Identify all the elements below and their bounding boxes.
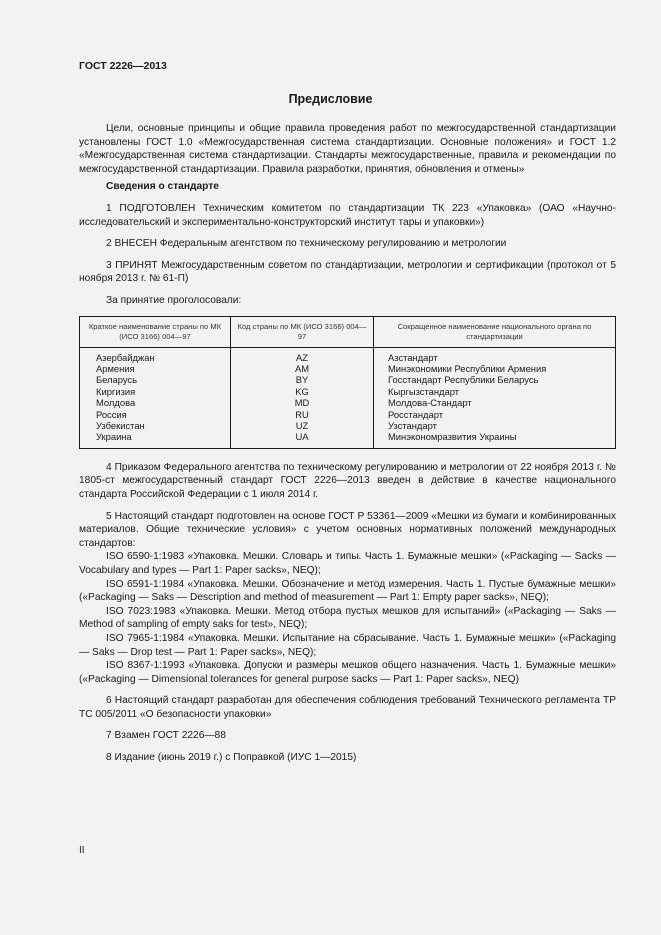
iso-reference-4: ISO 7965-1:1984 «Упаковка. Мешки. Испытание на сбрасывание. Часть 1. Бумажные мешки» («Packaging — Saks — Drop test — Part 1: Paper sacks», NEQ);	[79, 632, 616, 658]
country-cell: Молдова	[80, 397, 231, 408]
body-cell: Росстандарт	[374, 409, 616, 420]
item-3: 3 ПРИНЯТ Межгосударственным советом по стандартизации, метрологии и сертификации (протокол от 5 ноября 2013 г. № 61-П)	[79, 259, 616, 285]
country-cell: Беларусь	[80, 374, 231, 385]
item-7: 7 Взамен ГОСТ 2226—88	[106, 730, 226, 742]
code-cell: KG	[231, 386, 374, 397]
code-cell: MD	[231, 397, 374, 408]
iso-reference-2: ISO 6591-1:1984 «Упаковка. Мешки. Обозначение и метод измерения. Часть 1. Пустые бумажные мешки» («Packaging — Saks — Description and method of measurement — Part 1: Empty paper sacks», NEQ);	[79, 578, 616, 604]
item-4: 4 Приказом Федерального агентства по техническому регулированию и метрологии от 22 ноября 2013 г. № 1805-ст межгосударственный стандарт ГОСТ 2226—2013 введен в действие в качестве национального стандарта Российской Федерации с 1 июля 2014 г.	[79, 461, 616, 500]
code-cell: AZ	[231, 347, 374, 363]
code-cell: UA	[231, 431, 374, 448]
item-8: 8 Издание (июнь 2019 г.) с Поправкой (ИУС 1—2015)	[106, 752, 357, 764]
table-header-row	[80, 316, 616, 347]
column-header-country: Краткое наименование страны по МК (ИСО 3166) 004—97	[80, 316, 231, 347]
table-row	[80, 363, 616, 374]
country-cell: Азербайджан	[80, 347, 231, 363]
standard-code-header: ГОСТ 2226—2013	[79, 60, 167, 72]
body-cell: Узстандарт	[374, 420, 616, 431]
column-header-body: Сокращенное наименование национального органа по стандартизации	[374, 316, 616, 347]
vote-caption: За принятие проголосовали:	[106, 294, 242, 306]
body-cell: Кыргызстандарт	[374, 386, 616, 397]
page-number: II	[79, 845, 85, 856]
page-title: Предисловие	[288, 92, 373, 106]
table-row	[80, 409, 616, 420]
item-1: 1 ПОДГОТОВЛЕН Техническим комитетом по стандартизации ТК 223 «Упаковка» (ОАО «Научно-исследовательский и экспериментально-конструкторский институт тары и упаковки»)	[79, 202, 616, 228]
country-cell: Киргизия	[80, 386, 231, 397]
body-cell: Минэкономразвития Украины	[374, 431, 616, 448]
code-cell: AM	[231, 363, 374, 374]
country-cell: Украина	[80, 431, 231, 448]
voting-states-table	[79, 316, 616, 449]
country-cell: Армения	[80, 363, 231, 374]
table-row	[80, 397, 616, 408]
code-cell: UZ	[231, 420, 374, 431]
body-cell: Минэкономики Республики Армения	[374, 363, 616, 374]
section-heading: Сведения о стандарте	[106, 181, 219, 193]
country-cell: Россия	[80, 409, 231, 420]
item-2: 2 ВНЕСЕН Федеральным агентством по техническому регулированию и метрологии	[106, 238, 507, 250]
iso-reference-5: ISO 8367-1:1993 «Упаковка. Допуски и размеры мешков общего назначения. Часть 1. Бумажные мешки» («Packaging — Dimensional tolerances for general purpose sacks — Part 1: Paper sacks», NEQ)	[79, 660, 616, 685]
column-header-code: Код страны по МК (ИСО 3166) 004—97	[231, 316, 374, 347]
body-cell: Молдова-Стандарт	[374, 397, 616, 408]
iso-reference-3: ISO 7023:1983 «Упаковка. Мешки. Метод отбора пустых мешков для испытаний» («Packaging — Saks — Method of sampling of empty saks for test», NEQ);	[79, 605, 616, 631]
iso-reference-1: ISO 6590-1:1983 «Упаковка. Мешки. Словарь и типы. Часть 1. Бумажные мешки» («Packaging — Sacks — Vocabulary and types — Part 1: Paper sacks», NEQ);	[79, 551, 616, 576]
code-cell: RU	[231, 409, 374, 420]
document-body	[79, 122, 616, 765]
table-row	[80, 420, 616, 431]
table-row	[80, 386, 616, 397]
body-cell: Азстандарт	[374, 347, 616, 363]
table-row	[80, 374, 616, 385]
table-row	[80, 431, 616, 448]
item-6: 6 Настоящий стандарт разработан для обеспечения соблюдения требований Технического регламента ТР ТС 005/2011 «О безопасности упаковки»	[79, 695, 616, 720]
item-5: 5 Настоящий стандарт подготовлен на основе ГОСТ Р 53361—2009 «Мешки из бумаги и комбинированных материалов. Общие технические условия» с учетом основных нормативных положений международных стандартов:	[79, 510, 616, 549]
code-cell: BY	[231, 374, 374, 385]
body-cell: Госстандарт Республики Беларусь	[374, 374, 616, 385]
table-row	[80, 347, 616, 363]
country-cell: Узбекистан	[80, 420, 231, 431]
intro-paragraph: Цели, основные принципы и общие правила проведения работ по межгосударственной стандартизации установлены ГОСТ 1.0 «Межгосударственная система стандартизации. Основные положения» и ГОСТ 1.2 «Межгосударственная система стандартизации. Стандарты межгосударственные, правила и рекомендации по межгосударственной стандартизации. Правила разработки, принятия, обновления и отмены»	[79, 123, 616, 175]
